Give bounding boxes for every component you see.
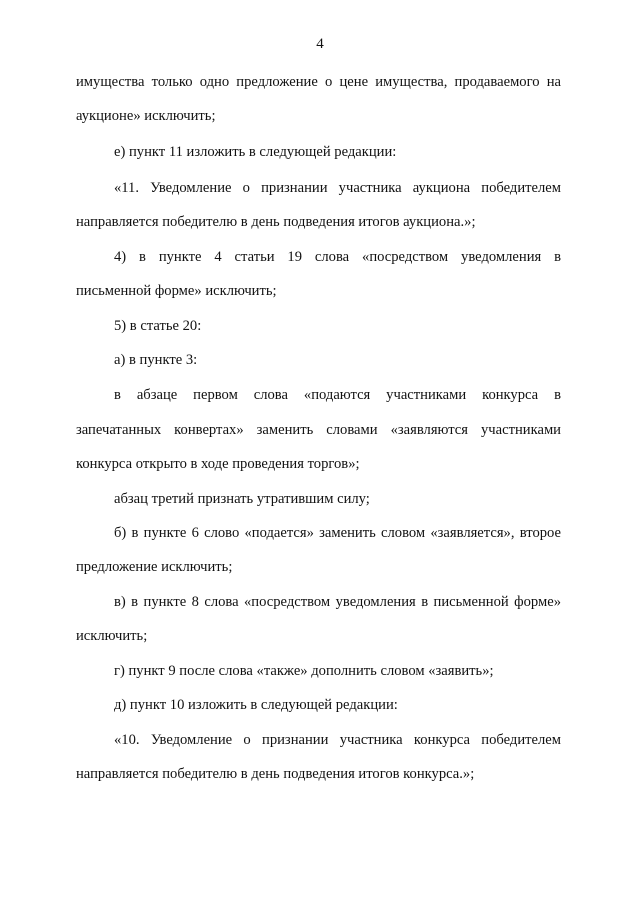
text-line: письменной форме» исключить;	[76, 283, 277, 299]
text-line: направляется победителю в день подведения итогов аукциона.»;	[76, 214, 476, 230]
text-line: «10. Уведомление о признании участника конкурса победителем	[114, 732, 561, 748]
text-line: б) в пункте 6 слово «подается» заменить словом «заявляется», второе	[114, 525, 561, 541]
text-line: е) пункт 11 изложить в следующей редакции:	[114, 144, 397, 160]
text-line: исключить;	[76, 628, 148, 644]
text-line: д) пункт 10 изложить в следующей редакции:	[114, 697, 398, 713]
text-line: предложение исключить;	[76, 559, 233, 575]
text-line: абзац третий признать утратившим силу;	[114, 491, 370, 507]
text-line: 4) в пункте 4 статьи 19 слова «посредством уведомления в	[114, 249, 561, 265]
text-line: 5) в статье 20:	[114, 318, 202, 334]
text-line: запечатанных конвертах» заменить словами «заявляются участниками	[76, 422, 561, 438]
text-line: аукционе» исключить;	[76, 108, 216, 124]
page-number: 4	[316, 36, 324, 52]
text-line: «11. Уведомление о признании участника аукциона победителем	[114, 180, 561, 196]
text-line: имущества только одно предложение о цене имущества, продаваемого на	[76, 74, 561, 90]
text-line: г) пункт 9 после слова «также» дополнить словом «заявить»;	[114, 663, 494, 679]
text-line: в абзаце первом слова «подаются участниками конкурса в	[114, 387, 561, 403]
text-line: направляется победителю в день подведения итогов конкурса.»;	[76, 766, 475, 782]
text-line: а) в пункте 3:	[114, 352, 198, 368]
text-line: в) в пункте 8 слова «посредством уведомления в письменной форме»	[114, 594, 561, 610]
text-line: конкурса открыто в ходе проведения торгов»;	[76, 456, 360, 472]
